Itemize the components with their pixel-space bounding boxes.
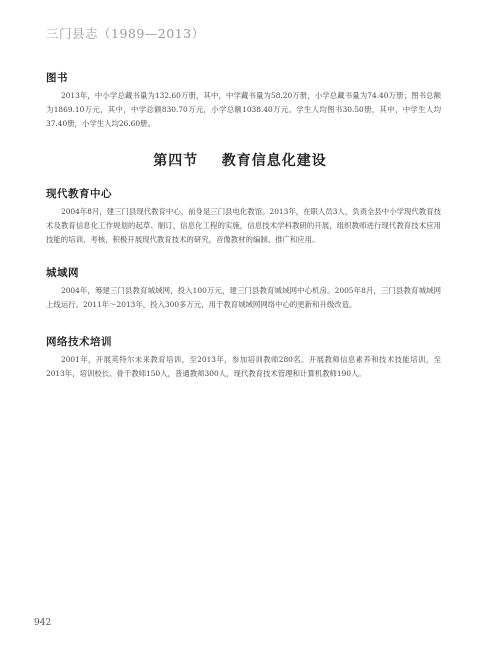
section-books <box>46 70 441 131</box>
section-heading: 现代教育中心 <box>46 188 112 200</box>
page-number: 942 <box>34 618 52 628</box>
running-head: 三门县志（1989—2013） <box>46 26 205 41</box>
section-heading: 网络技术培训 <box>46 336 112 348</box>
section-paragraph: 2004年8月，建三门县现代教育中心，前身是三门县电化教馆。2013年，在职人员3人，负责全县中小学现代教育技术及教育信息化工作规划的起草、制订，信息化工程的实施，信息技术学科教研的开展，组织教师进行现代教育技术应用技能的培训、考核，积极开展现代教育技术的研究，音像教材的编制、推广和应用。 <box>46 207 441 244</box>
section-paragraph: 2004年，筹建三门县教育城域网，投入100万元，建三门县教育城域网中心机房。2005年8月，三门县教育城域网上线运行。2011年～2013年，投入300多万元，用于教育城域网网络中心的更新和升级改造。 <box>46 286 441 309</box>
section-heading: 图书 <box>46 72 68 84</box>
section-heading: 城域网 <box>46 267 79 279</box>
section-modern-education-center <box>46 186 441 247</box>
section-network-training <box>46 334 441 381</box>
section-paragraph: 2001年，开展英特尔未来教育培训，至2013年，参加培训教师280名。开展教师信息素养和技术技能培训，至2013年，培训校长、骨干教师150人，普通教师300人，现代教育技术管理和计算机教师190人。 <box>46 355 441 378</box>
section-paragraph: 2013年，中小学总藏书量为132.60万册，其中，中学藏书量为58.20万册，小学总藏书量为74.40万册；图书总额为1869.10万元，其中，中学总额830.70万元，小学总额1038.40万元。学生人均图书30.50册，其中，中学生人均37.40册，小学生人均26.60册。 <box>46 91 441 128</box>
section-metro-network <box>46 265 441 312</box>
chapter-title: 第四节 教育信息化建设 <box>153 153 327 169</box>
